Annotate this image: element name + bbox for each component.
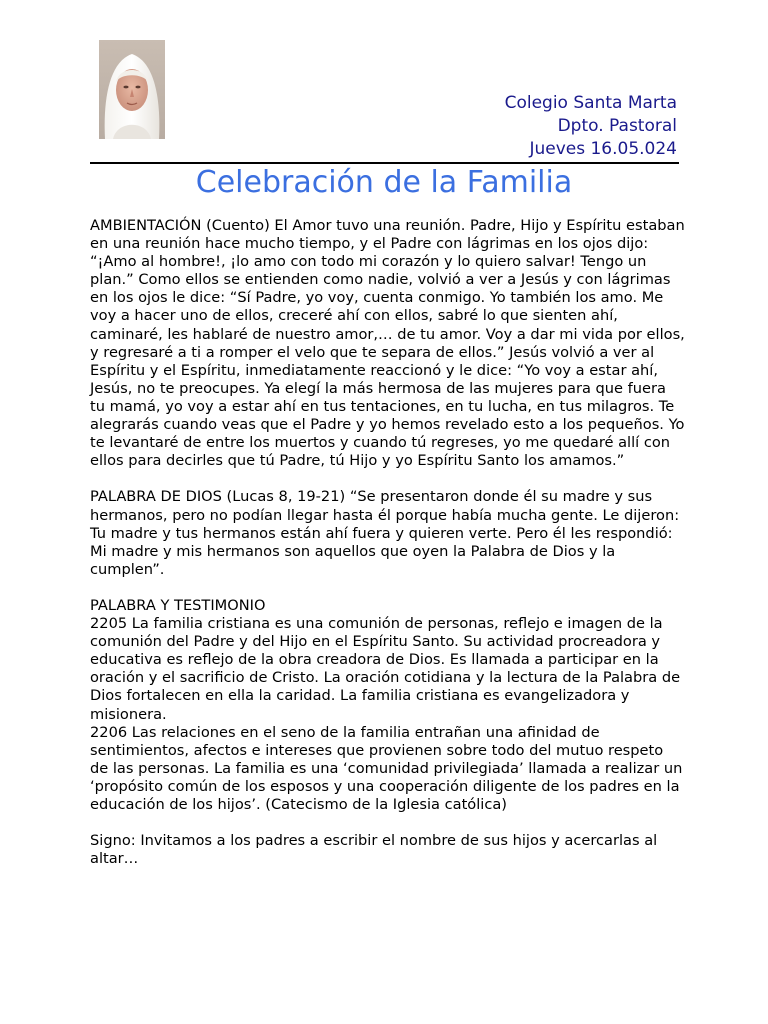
school-name: Colegio Santa Marta <box>504 93 677 113</box>
testimonio-heading: PALABRA Y TESTIMONIO <box>90 596 266 614</box>
section-signo: Signo: Invitamos a los padres a escribir el nombre de sus hijos y acercarlas al altar… <box>90 832 658 868</box>
department-name: Dpto. Pastoral <box>557 116 677 136</box>
portrait-photo <box>99 40 165 139</box>
testimonio-2206: 2206 Las relaciones en el seno de la familia entrañan una afinidad de sentimientos, afectos e intereses que provienen sobre todo del mutuo respeto de las personas. La familia es una ‘comunidad privilegiada’ llamada a realizar un ‘propósito común de los esposos y una cooperación diligente de los padres en la educación de los hijos’. (Catecismo de la Iglesia católica) <box>90 723 683 813</box>
document-body <box>90 217 685 886</box>
portrait-image <box>99 40 165 139</box>
section-palabra-de-dios: PALABRA DE DIOS (Lucas 8, 19-21) “Se presentaron donde él su madre y sus hermanos, pero no podían llegar hasta él porque había mucha gente. Le dijeron: Tu madre y tus hermanos están ahí fuera y quieren verte. Pero él les respondió: Mi madre y mis hermanos son aquellos que oyen la Palabra de Dios y la cumplen”. <box>90 488 680 578</box>
section-ambientacion: AMBIENTACIÓN (Cuento) El Amor tuvo una reunión. Padre, Hijo y Espíritu estaban en una reunión hace mucho tiempo, y el Padre con lágrimas en los ojos dijo: “¡Amo al hombre!, ¡lo amo con todo mi corazón y lo quiero salvar! Tengo un plan.” Como ellos se entienden como nadie, volvió a ver a Jesús y con lágrimas en los ojos le dice: “Sí Padre, yo voy, cuenta conmigo. Yo también los amo. Me voy a hacer uno de ellos, creceré ahí con ellos, sabré lo que sienten ahí, caminaré, les hablaré de nuestro amor,… de tu amor. Voy a dar mi vida por ellos, y regresaré a ti a romper el velo que te separa de ellos.” Jesús volvió a ver al Espíritu y el Espíritu, inmediatamente reaccionó y le dice: “Yo voy a estar ahí, Jesús, no te preocupes. Ya elegí la más hermosa de las mujeres para que fuera tu mamá, yo voy a estar ahí en tus tentaciones, en tu lucha, en tus milagros. Te alegrarás cuando veas que el Padre y yo hemos revelado esto a los pequeños. Yo te levantaré de entre los muertos y cuando tú regreses, yo me quedaré allí con ellos para decirles que tú Padre, tú Hijo y yo Espíritu Santo los amamos.” <box>90 217 685 470</box>
section-testimonio <box>90 597 685 814</box>
header-block <box>505 92 677 161</box>
testimonio-2205: 2205 La familia cristiana es una comunión de personas, reflejo e imagen de la comunión del Padre y del Hijo en el Espíritu Santo. Su actividad procreadora y educativa es reflejo de la obra creadora de Dios. Es llamada a participar en la oración y el sacrificio de Cristo. La oración cotidiana y la lectura de la Palabra de Dios fortalecen en ella la caridad. La familia cristiana es evangelizadora y misionera. <box>90 615 681 723</box>
page-title: Celebración de la Familia <box>195 165 573 200</box>
event-date: Jueves 16.05.024 <box>529 139 677 159</box>
